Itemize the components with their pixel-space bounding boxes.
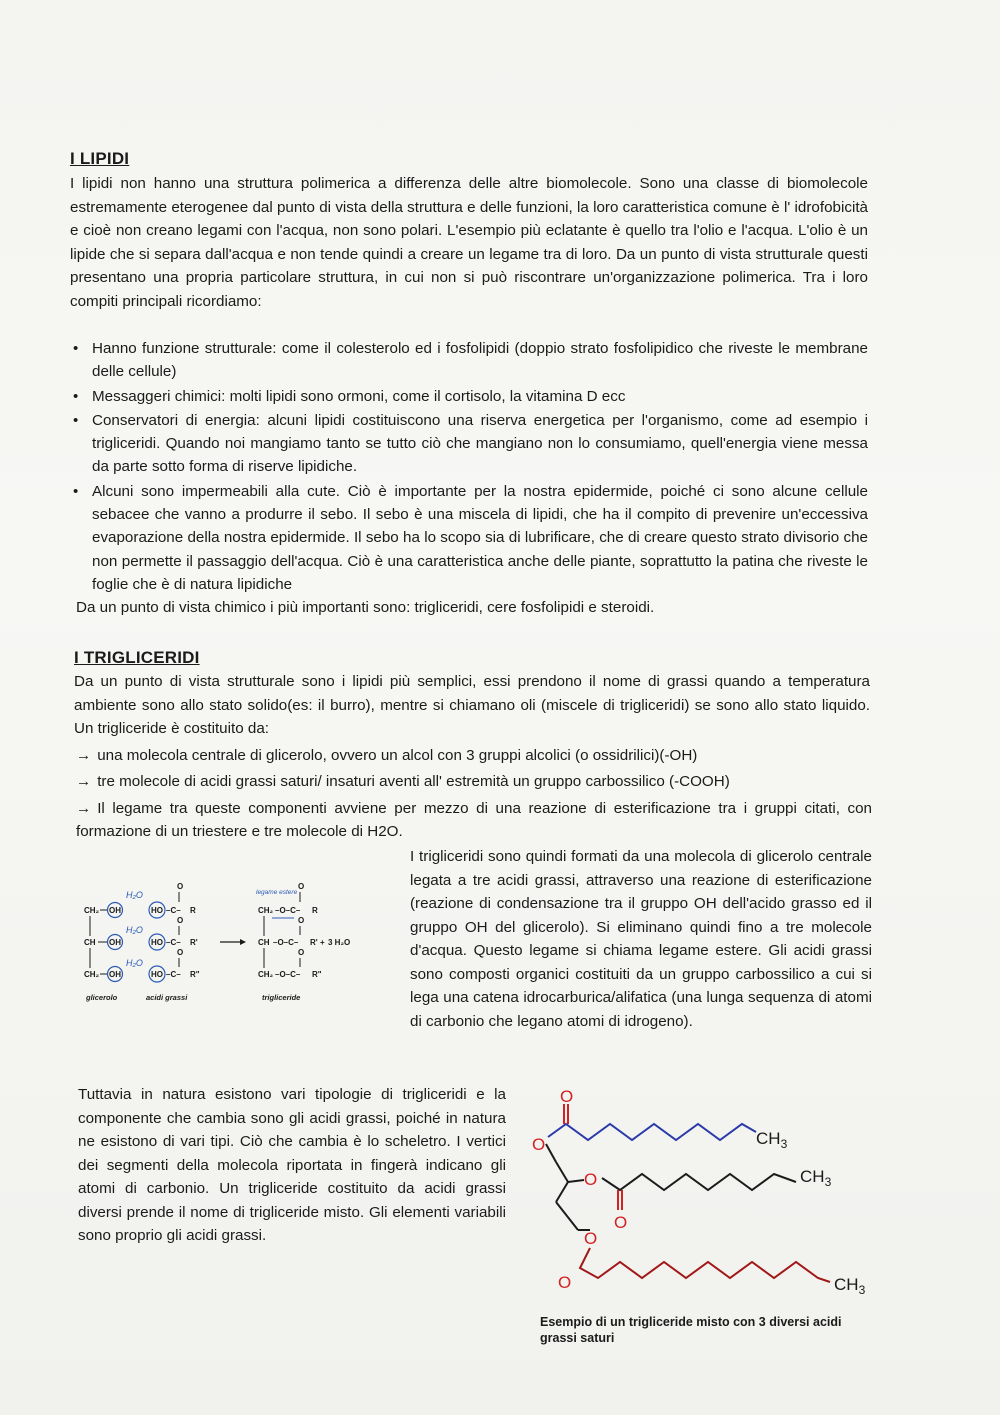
- svg-text:O: O: [177, 882, 184, 891]
- methyl-label: $CH_3$: [834, 1275, 866, 1297]
- structure-caption: Esempio di un trigliceride misto con 3 diversi acidi grassi saturi: [540, 1315, 842, 1345]
- esterification-reaction-diagram: [80, 878, 400, 1013]
- list-item: • Conservatori di energia: alcuni lipidi costituiscono una riserva energetica per l'organismo, come ad esempio i trigliceridi. Quando noi mangiamo tanto se tutto ciò che mangiano non lo consumiamo, quell'energia viene messa da parte sotto forma di riserve lipidiche.: [70, 409, 868, 479]
- ho-label: HO: [151, 938, 163, 947]
- lipidi-intro: I lipidi non hanno una struttura polimerica a differenza delle altre biomolecole. Sono una classe di biomolecole estremamente eterogenee dal punto di vista della struttura e delle funzioni, la loro caratteristica comune è l' idrofobicità e cioè non creano legami con l'acqua, non sono polari. L'esempio più eclatante è quello tra l'olio e l'acqua. L'olio è un lipide che si separa dall'acqua e non tende quindi a creare un legame tra di loro. Da un punto di vista strutturale questi presentano una propria particolare struttura, in cui non si può riscontrare un'organizzazione polimerica. Tra i loro compiti principali ricordiamo:: [70, 175, 868, 310]
- svg-text:O: O: [177, 916, 184, 925]
- svg-text:CH: CH: [258, 938, 270, 947]
- mixed-triglyceride-structure: [520, 1082, 880, 1302]
- glicerolo-ch: CH: [84, 938, 96, 947]
- lipidi-bullet-list: [70, 337, 868, 597]
- svg-text:R': R': [190, 938, 198, 947]
- glicerolo-ch2-bottom: CH₂: [84, 970, 100, 979]
- svg-text:–O–C–: –O–C–: [275, 970, 301, 979]
- arrow-item: → una molecola centrale di glicerolo, ovvero un alcol con 3 gruppi alcolici (o ossidrilici)(-OH): [76, 747, 698, 764]
- svg-text:O: O: [298, 948, 305, 957]
- methyl-label: $CH_3$: [800, 1167, 832, 1189]
- trigliceridi-side-text: I trigliceridi sono quindi formati da una molecola di glicerolo centrale legata a tre acidi grassi, attraverso una reazione di esterificazione (reazione di condensazione tra il gruppo OH dell'acido grasso ed il gruppo OH del glicerolo). Si eliminano quindi fino a tre molecole d'acqua. Questo legame si chiama legame estere. Gli acidi grassi sono composti organici costituiti da un gruppo carbossilico a cui si lega una catena idrocarburica/alifatica (una lunga sequenza di atomi di carbonio che legano atomi di idrogeno).: [410, 848, 872, 1030]
- h2o-handwritten: H₂O: [126, 958, 143, 968]
- arrow-item: → Il legame tra queste componenti avviene per mezzo di una reazione di esterificazione tra i gruppi citati, con formazione di un triestere e tre molecole di H2O.: [76, 800, 872, 840]
- svg-text:CH₂: CH₂: [258, 970, 274, 979]
- trigliceridi-intro: Da un punto di vista strutturale sono i lipidi più semplici, essi prendono il nome di grassi quando a temperatura ambiente sono allo stato solido(es: il burro), mentre si chiamano oli (miscele di trigliceridi) se sono allo stato liquido. Un trigliceride è costituito da:: [74, 673, 870, 737]
- glicerolo-ch2-top: CH₂: [84, 906, 100, 915]
- svg-text:–O–C–: –O–C–: [275, 906, 301, 915]
- arrow-item: → tre molecole di acidi grassi saturi/ insaturi aventi all' estremità un gruppo carbossilico (-COOH): [76, 773, 730, 790]
- list-item: • Messaggeri chimici: molti lipidi sono ormoni, come il cortisolo, la vitamina D ecc: [70, 385, 868, 408]
- oh-label: OH: [109, 938, 121, 947]
- legame-estere-note: legame estere: [256, 889, 298, 896]
- h2o-handwritten: H₂O: [126, 925, 143, 935]
- label-trigliceride: trigliceride: [262, 993, 301, 1002]
- list-item: • Alcuni sono impermeabili alla cute. Ciò è importante per la nostra epidermide, poiché ci sono alcune cellule sebacee che vanno a produrre il sebo. Il sebo è una miscela di lipidi, che ha il compito di prevenire un'eccessiva evaporazione della nostra epidermide. Il sebo ha lo scopo sia di lubrificare, che di creare questo strato divisorio che non permette il passaggio dell'acqua. Ciò è una caratteristica anche delle piante, soprattutto la patina che riveste le foglie che è di natura lipidiche: [70, 480, 868, 596]
- section-title-lipidi: I LIPIDI: [70, 149, 130, 168]
- svg-text:+: +: [320, 938, 325, 947]
- h2o-handwritten: H₂O: [126, 890, 143, 900]
- label-acidi-grassi: acidi grassi: [146, 993, 188, 1002]
- oxygen-label: O: [558, 1273, 572, 1292]
- svg-text:R': R': [310, 938, 318, 947]
- svg-text:–O–C–: –O–C–: [273, 938, 299, 947]
- section-title-trigliceridi: I TRIGLICERIDI: [74, 648, 200, 667]
- oxygen-label: O: [584, 1229, 598, 1248]
- oh-label: OH: [109, 970, 121, 979]
- methyl-label: $CH_3$: [756, 1129, 788, 1151]
- trigliceridi-second-text: Tuttavia in natura esistono vari tipologie di trigliceridi e la componente che cambia sono gli acidi grassi, poiché in natura ne esistono di vari tipi. Ciò che cambia è lo scheletro. I vertici dei segmenti della molecola riportata in fingerà indicano gli atomi di carbonio. Un trigliceride costituito da acidi grassi diversi prende il nome di trigliceride misto. Gli elementi variabili sono proprio gli acidi grassi.: [78, 1086, 506, 1244]
- oh-label: OH: [109, 906, 121, 915]
- arrow-icon: →: [76, 800, 92, 817]
- svg-text:–C–: –C–: [166, 906, 181, 915]
- svg-text:–C–: –C–: [166, 970, 181, 979]
- water-product: 3 H₂O: [328, 938, 351, 947]
- lipidi-closing: Da un punto di vista chimico i più importanti sono: trigliceridi, cere fosfolipidi e steroidi.: [76, 599, 655, 616]
- svg-text:R": R": [312, 970, 322, 979]
- ho-label: HO: [151, 970, 163, 979]
- ho-label: HO: [151, 906, 163, 915]
- svg-text:O: O: [298, 882, 305, 891]
- svg-text:O: O: [298, 916, 305, 925]
- oxygen-label: O: [560, 1087, 574, 1106]
- oxygen-label: O: [584, 1170, 598, 1189]
- svg-text:R: R: [312, 906, 318, 915]
- arrow-icon: →: [76, 747, 92, 764]
- svg-text:R: R: [190, 906, 196, 915]
- oxygen-label: O: [532, 1135, 546, 1154]
- svg-text:CH₂: CH₂: [258, 906, 274, 915]
- svg-text:–C–: –C–: [166, 938, 181, 947]
- label-glicerolo: glicerolo: [86, 993, 118, 1002]
- svg-text:O: O: [177, 948, 184, 957]
- svg-text:R": R": [190, 970, 200, 979]
- arrow-icon: →: [76, 773, 92, 790]
- oxygen-label: O: [614, 1213, 628, 1232]
- list-item: • Hanno funzione strutturale: come il colesterolo ed i fosfolipidi (doppio strato fosfolipidico che riveste le membrane delle cellule): [70, 337, 868, 384]
